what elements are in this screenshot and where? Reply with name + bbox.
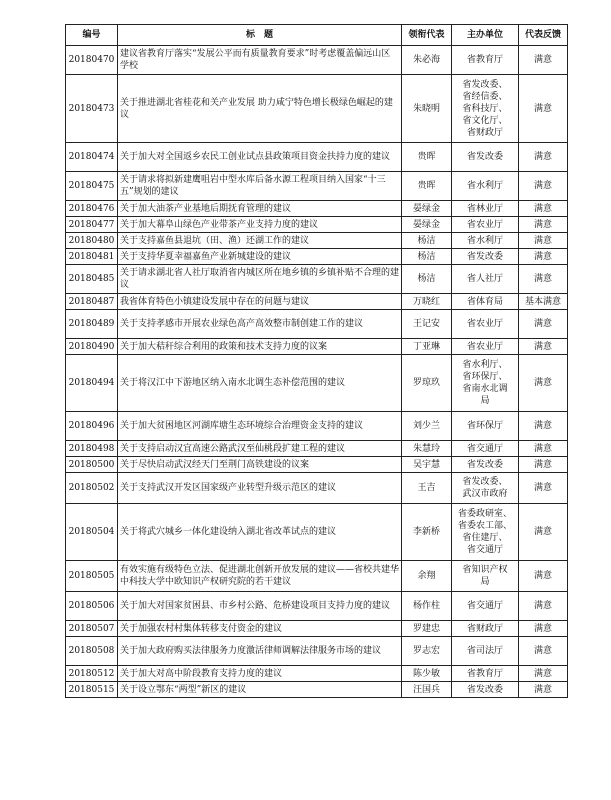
title-cell: 关于支持武汉开发区国家级产业转型升级示范区的建议: [118, 473, 402, 504]
table-row: [66, 310, 568, 339]
rep-cell: 罗志宏: [402, 637, 452, 666]
rep-cell: 汪国兵: [402, 682, 452, 698]
title-cell: 关于加大油茶产业基地后期抚育管理的建议: [118, 201, 402, 217]
unit-cell: 省教育厅: [452, 46, 519, 75]
table-row: [66, 355, 568, 412]
unit-cell: 省知识产权 局: [452, 561, 519, 592]
unit-cell: 省水利厅: [452, 233, 519, 249]
id-cell: 20180473: [66, 75, 118, 143]
header-id: 编号: [66, 25, 118, 46]
rep-cell: 晏绿金: [402, 201, 452, 217]
feedback-cell: 满意: [519, 143, 568, 172]
title-cell: 关于加大对国家贫困县、市乡村公路、危桥建设项目支持力度的建议: [118, 592, 402, 621]
rep-cell: 万晓红: [402, 294, 452, 310]
rep-cell: 杨作柱: [402, 592, 452, 621]
header-row: [66, 25, 568, 46]
title-cell: 关于加大秸秆综合利用的政策和技术支持力度的议案: [118, 339, 402, 355]
id-cell: 20180470: [66, 46, 118, 75]
unit-cell: 省环保厅: [452, 412, 519, 441]
title-cell: 我省体育特色小镇建设发展中存在的问题与建议: [118, 294, 402, 310]
header-unit: 主办单位: [452, 25, 519, 46]
id-cell: 20180507: [66, 621, 118, 637]
title-cell: 关于加大贫困地区河湖库塘生态环境综合治理资金支持的建议: [118, 412, 402, 441]
unit-cell: 省发改委、 省经信委、 省科技厅、 省文化厅、 省财政厅: [452, 75, 519, 143]
table-row: [66, 46, 568, 75]
title-cell: 关于将汉江中下游地区纳入南水北调生态补偿范围的建议: [118, 355, 402, 412]
table-row: [66, 592, 568, 621]
id-cell: 20180485: [66, 265, 118, 294]
unit-cell: 省人社厅: [452, 265, 519, 294]
table-row: [66, 294, 568, 310]
feedback-cell: 满意: [519, 355, 568, 412]
unit-cell: 省发改委: [452, 143, 519, 172]
id-cell: 20180506: [66, 592, 118, 621]
rep-cell: 王吉: [402, 473, 452, 504]
table-row: [66, 504, 568, 561]
table-row: [66, 412, 568, 441]
unit-cell: 省林业厅: [452, 201, 519, 217]
unit-cell: 省委政研室、 省委农工部、 省住建厅、 省交通厅: [452, 504, 519, 561]
feedback-cell: 满意: [519, 412, 568, 441]
feedback-cell: 满意: [519, 666, 568, 682]
id-cell: 20180505: [66, 561, 118, 592]
id-cell: 20180481: [66, 249, 118, 265]
feedback-cell: 满意: [519, 172, 568, 201]
id-cell: 20180496: [66, 412, 118, 441]
rep-cell: 朱慧玲: [402, 441, 452, 457]
unit-cell: 省发改委: [452, 457, 519, 473]
unit-cell: 省财政厅: [452, 621, 519, 637]
feedback-cell: 满意: [519, 249, 568, 265]
header-rep: 领衔代表: [402, 25, 452, 46]
title-cell: 关于加强农村村集体转移支付资金的建议: [118, 621, 402, 637]
title-cell: 关于尽快启动武汉经天门至荆门高铁建设的议案: [118, 457, 402, 473]
feedback-cell: 满意: [519, 75, 568, 143]
proposal-table: [65, 24, 568, 698]
table-row: [66, 217, 568, 233]
id-cell: 20180498: [66, 441, 118, 457]
title-cell: 关于支持启动汉宜高速公路武汉至仙桃段扩建工程的建议: [118, 441, 402, 457]
unit-cell: 省发改委: [452, 249, 519, 265]
title-cell: 关于推进湖北省桂花和关产业发展 助力咸宁特色增长极绿色崛起的建议: [118, 75, 402, 143]
rep-cell: 刘少兰: [402, 412, 452, 441]
feedback-cell: 满意: [519, 339, 568, 355]
rep-cell: 陈少敏: [402, 666, 452, 682]
feedback-cell: 满意: [519, 441, 568, 457]
unit-cell: 省农业厅: [452, 339, 519, 355]
feedback-cell: 满意: [519, 46, 568, 75]
feedback-cell: 基本满意: [519, 294, 568, 310]
table-row: [66, 637, 568, 666]
feedback-cell: 满意: [519, 473, 568, 504]
rep-cell: 朱晓明: [402, 75, 452, 143]
feedback-cell: 满意: [519, 201, 568, 217]
id-cell: 20180487: [66, 294, 118, 310]
id-cell: 20180480: [66, 233, 118, 249]
unit-cell: 省交通厅: [452, 441, 519, 457]
title-cell: 关于设立鄂东“两型”新区的建议: [118, 682, 402, 698]
feedback-cell: 满意: [519, 592, 568, 621]
table-row: [66, 75, 568, 143]
title-cell: 关于请求湖北省人社厅取消省内城区所在地乡镇的乡镇补贴不合理的建议: [118, 265, 402, 294]
table-row: [66, 339, 568, 355]
table-body: [66, 46, 568, 698]
unit-cell: 省交通厅: [452, 592, 519, 621]
feedback-cell: 满意: [519, 682, 568, 698]
title-cell: 关于支持嘉鱼县退坑（田、渔）还湖工作的建议: [118, 233, 402, 249]
rep-cell: 王记安: [402, 310, 452, 339]
rep-cell: 贵晖: [402, 172, 452, 201]
id-cell: 20180502: [66, 473, 118, 504]
title-cell: 关于支持孝感市开展农业绿色高产高效整市制创建工作的建议: [118, 310, 402, 339]
table-row: [66, 233, 568, 249]
feedback-cell: 满意: [519, 621, 568, 637]
id-cell: 20180512: [66, 666, 118, 682]
table-row: [66, 666, 568, 682]
table-row: [66, 201, 568, 217]
feedback-cell: 满意: [519, 561, 568, 592]
rep-cell: 杨洁: [402, 265, 452, 294]
title-cell: 关于加大政府购买法律服务力度激活律师调解法律服务市场的建议: [118, 637, 402, 666]
unit-cell: 省发改委、 武汉市政府: [452, 473, 519, 504]
unit-cell: 省农业厅: [452, 217, 519, 233]
feedback-cell: 满意: [519, 217, 568, 233]
feedback-cell: 满意: [519, 265, 568, 294]
unit-cell: 省发改委: [452, 682, 519, 698]
title-cell: 建议省教育厅落实“发展公平而有质量教育要求”时考虑覆盖偏远山区学校: [118, 46, 402, 75]
id-cell: 20180489: [66, 310, 118, 339]
id-cell: 20180508: [66, 637, 118, 666]
feedback-cell: 满意: [519, 457, 568, 473]
title-cell: 关于支持华夏幸福嘉鱼产业新城建设的建议: [118, 249, 402, 265]
rep-cell: 杨洁: [402, 233, 452, 249]
title-cell: 关于加大对高中阶段教育支持力度的建议: [118, 666, 402, 682]
header-feedback: 代表反馈: [519, 25, 568, 46]
rep-cell: 罗琼玖: [402, 355, 452, 412]
title-cell: 关于加大对全国返乡农民工创业试点县政策项目资金扶持力度的建议: [118, 143, 402, 172]
rep-cell: 丁亚琳: [402, 339, 452, 355]
title-cell: 有效实施有级特色立法、促进湖北创新开放发展的建议——省校共建华中科技大学中欧知识产权研究院的若干建议: [118, 561, 402, 592]
title-cell: 关于请求将拟新建鹰咀岩中型水库后备水源工程项目纳入国家“十三五”规划的建议: [118, 172, 402, 201]
table-row: [66, 172, 568, 201]
table-row: [66, 265, 568, 294]
rep-cell: 罗建忠: [402, 621, 452, 637]
unit-cell: 省水利厅、 省环保厅、 省南水北调 局: [452, 355, 519, 412]
feedback-cell: 满意: [519, 233, 568, 249]
table-row: [66, 561, 568, 592]
feedback-cell: 满意: [519, 504, 568, 561]
rep-cell: 吴宇慧: [402, 457, 452, 473]
table-row: [66, 682, 568, 698]
rep-cell: 李新桥: [402, 504, 452, 561]
table-row: [66, 621, 568, 637]
unit-cell: 省司法厅: [452, 637, 519, 666]
feedback-cell: 满意: [519, 637, 568, 666]
id-cell: 20180475: [66, 172, 118, 201]
id-cell: 20180474: [66, 143, 118, 172]
table-row: [66, 249, 568, 265]
unit-cell: 省体育局: [452, 294, 519, 310]
id-cell: 20180476: [66, 201, 118, 217]
rep-cell: 贵晖: [402, 143, 452, 172]
table-row: [66, 143, 568, 172]
rep-cell: 晏绿金: [402, 217, 452, 233]
unit-cell: 省教育厅: [452, 666, 519, 682]
title-cell: 关于加大幕阜山绿色产业带茶产业支持力度的建议: [118, 217, 402, 233]
table-row: [66, 441, 568, 457]
rep-cell: 余翔: [402, 561, 452, 592]
table-row: [66, 457, 568, 473]
title-cell: 关于将武穴城乡一体化建设纳入湖北省改革试点的建议: [118, 504, 402, 561]
id-cell: 20180490: [66, 339, 118, 355]
id-cell: 20180515: [66, 682, 118, 698]
id-cell: 20180500: [66, 457, 118, 473]
unit-cell: 省农业厅: [452, 310, 519, 339]
rep-cell: 杨洁: [402, 249, 452, 265]
feedback-cell: 满意: [519, 310, 568, 339]
table-row: [66, 473, 568, 504]
header-title: 标 题: [118, 25, 402, 46]
id-cell: 20180494: [66, 355, 118, 412]
rep-cell: 朱必海: [402, 46, 452, 75]
id-cell: 20180504: [66, 504, 118, 561]
unit-cell: 省水利厅: [452, 172, 519, 201]
id-cell: 20180477: [66, 217, 118, 233]
